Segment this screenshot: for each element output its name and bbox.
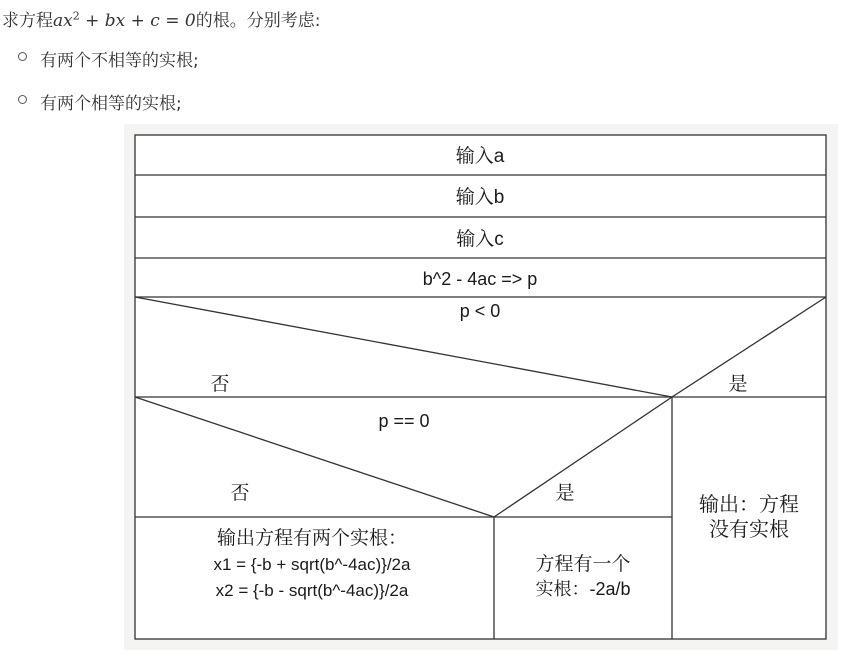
condition2-yes-label: 是 <box>555 483 575 504</box>
problem-statement <box>2 6 320 31</box>
condition-p-equals-zero: p == 0 <box>378 411 430 431</box>
equation-main: ax <box>53 11 73 31</box>
intro-suffix: 的根。分别考虑: <box>195 11 321 31</box>
ns-flowchart-figure <box>124 124 838 650</box>
step-compute-p: b^2 - 4ac => p <box>422 269 538 289</box>
no-root-line1: 输出：方程 <box>699 494 799 516</box>
equation-exponent: 2 <box>72 9 80 23</box>
one-root-line2: 实根：-2a/b <box>535 579 631 599</box>
condition1-yes-label: 是 <box>728 374 748 395</box>
condition-p-less-zero: p < 0 <box>459 301 501 321</box>
step-input-b: 输入b <box>455 187 505 208</box>
step-input-a: 输入a <box>455 146 505 167</box>
no-root-line2: 没有实根 <box>709 519 789 541</box>
one-root-line1: 方程有一个 <box>535 554 631 575</box>
equation <box>53 11 196 31</box>
equation-rest: + bx + c = 0 <box>79 11 196 31</box>
two-roots-x1: x1 = {-b + sqrt(b^-4ac)}/2a <box>213 555 411 574</box>
condition2-no-label: 否 <box>230 483 250 504</box>
bullet-icon <box>18 52 27 61</box>
list-item: 有两个相等的实根; <box>40 94 182 114</box>
list-item: 有两个不相等的实根; <box>40 51 199 71</box>
ns-flowchart <box>124 124 838 650</box>
two-roots-x2: x2 = {-b - sqrt(b^-4ac)}/2a <box>215 581 409 600</box>
intro-prefix: 求方程 <box>2 11 53 31</box>
condition1-no-label: 否 <box>210 374 230 395</box>
step-input-c: 输入c <box>456 229 504 250</box>
two-roots-heading: 输出方程有两个实根： <box>216 528 408 549</box>
bullet-icon <box>18 95 27 104</box>
